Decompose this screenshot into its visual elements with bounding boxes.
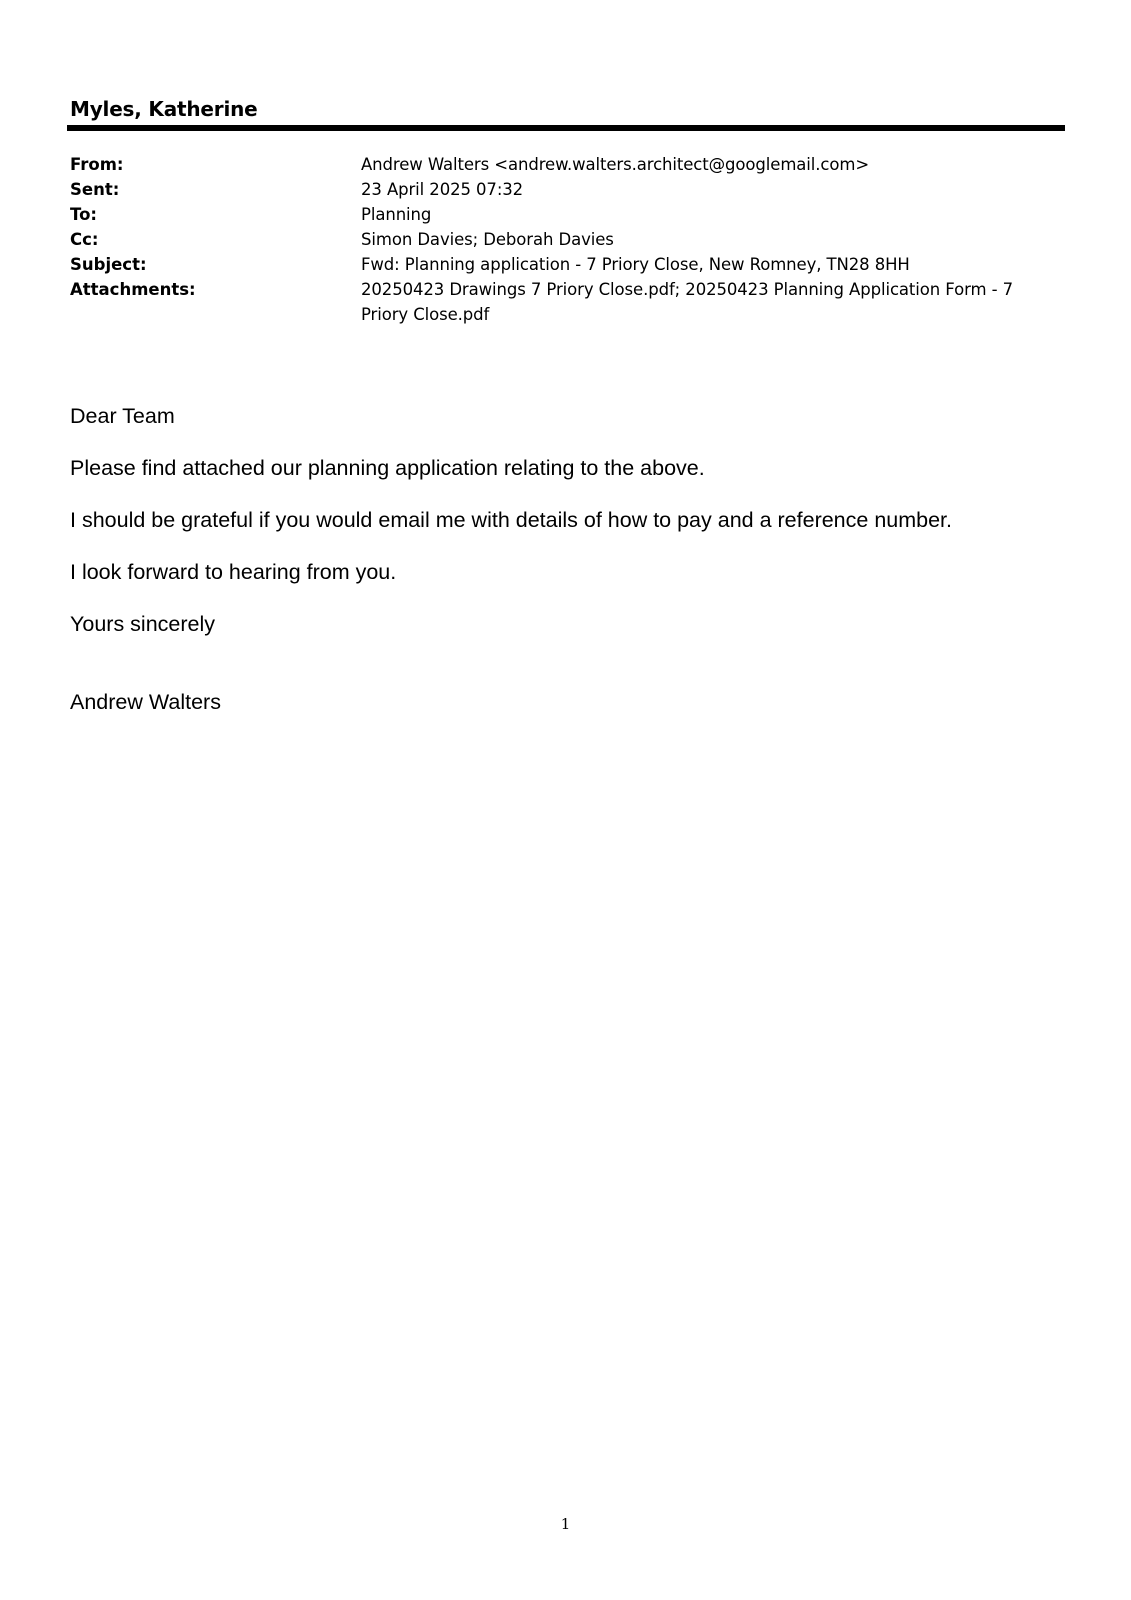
header-label-from: From: bbox=[70, 155, 124, 174]
header-label-sent: Sent: bbox=[70, 180, 120, 199]
header-value-from: Andrew Walters <andrew.walters.architect@googlemail.com> bbox=[361, 155, 870, 174]
email-body bbox=[70, 403, 1060, 741]
header-value-cc: Simon Davies; Deborah Davies bbox=[361, 230, 614, 249]
header-row-to bbox=[70, 202, 1060, 227]
header-label-subject: Subject: bbox=[70, 255, 147, 274]
body-signature: Andrew Walters bbox=[70, 690, 221, 714]
email-header-block bbox=[70, 152, 1060, 327]
header-value-sent: 23 April 2025 07:32 bbox=[361, 180, 524, 199]
header-row-from bbox=[70, 152, 1060, 177]
header-label-to: To: bbox=[70, 205, 97, 224]
body-signoff: Yours sincerely bbox=[70, 612, 215, 636]
header-row-subject bbox=[70, 252, 1060, 277]
body-greeting: Dear Team bbox=[70, 404, 175, 428]
header-row-attachments bbox=[70, 277, 1060, 327]
header-label-cc: Cc: bbox=[70, 230, 99, 249]
header-value-to: Planning bbox=[361, 205, 432, 224]
header-value-attachments: 20250423 Drawings 7 Priory Close.pdf; 20250423 Planning Application Form - 7 Priory Close.pdf bbox=[361, 280, 1013, 324]
body-paragraph: I should be grateful if you would email me with details of how to pay and a reference number. bbox=[70, 508, 953, 532]
header-row-cc bbox=[70, 227, 1060, 252]
body-paragraph: Please find attached our planning application relating to the above. bbox=[70, 456, 705, 480]
header-row-sent bbox=[70, 177, 1060, 202]
header-label-attachments: Attachments: bbox=[70, 280, 196, 299]
header-value-subject: Fwd: Planning application - 7 Priory Close, New Romney, TN28 8HH bbox=[361, 255, 910, 274]
mailbox-owner-name: Myles, Katherine bbox=[70, 97, 258, 121]
body-paragraph: I look forward to hearing from you. bbox=[70, 560, 397, 584]
page-number: 1 bbox=[560, 1515, 571, 1533]
header-divider bbox=[67, 125, 1065, 131]
